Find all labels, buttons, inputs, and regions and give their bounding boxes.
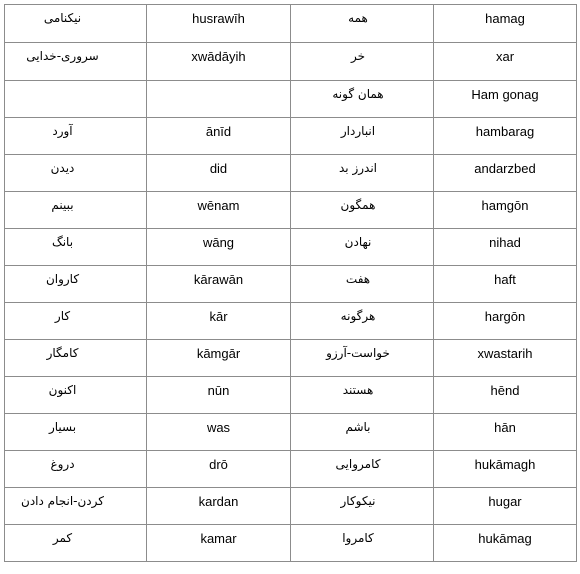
persian-meaning-cell: خر [291,43,434,81]
table-row [5,303,577,340]
transliteration-cell [147,81,291,118]
table-row [5,414,577,451]
transliteration-cell: hugar [434,488,577,525]
transliteration-cell: nūn [147,377,291,414]
persian-meaning-cell: نهادن [291,229,434,266]
persian-meaning-cell: کاروان [5,266,147,303]
persian-meaning-cell: همه [291,5,434,43]
persian-meaning-cell: آورد [5,118,147,155]
persian-meaning-cell: انباردار [291,118,434,155]
persian-meaning-cell: باشم [291,414,434,451]
persian-meaning-cell [5,81,147,118]
persian-meaning-cell: کمر [5,525,147,562]
table-row [5,118,577,155]
transliteration-cell: hamgōn [434,192,577,229]
transliteration-cell: hukāmagh [434,451,577,488]
persian-meaning-cell: خواست-آرزو [291,340,434,377]
persian-meaning-cell: هستند [291,377,434,414]
transliteration-cell: Ham gonag [434,81,577,118]
persian-meaning-cell: همان گونه [291,81,434,118]
transliteration-cell: hukāmag [434,525,577,562]
table-row [5,43,577,81]
transliteration-cell: drō [147,451,291,488]
transliteration-cell: hamag [434,5,577,43]
transliteration-cell: hān [434,414,577,451]
table-row [5,5,577,43]
persian-meaning-cell: کار [5,303,147,340]
persian-meaning-cell: هفت [291,266,434,303]
table-row [5,155,577,192]
persian-meaning-cell: بسیار [5,414,147,451]
transliteration-cell: kārawān [147,266,291,303]
transliteration-cell: andarzbed [434,155,577,192]
table-row [5,488,577,525]
transliteration-cell: husrawīh [147,5,291,43]
transliteration-cell: kāmgār [147,340,291,377]
persian-meaning-cell: دروغ [5,451,147,488]
persian-meaning-cell: هرگونه [291,303,434,340]
persian-meaning-cell: کامروا [291,525,434,562]
persian-meaning-cell: اندرز بد [291,155,434,192]
transliteration-cell: did [147,155,291,192]
table-row [5,525,577,562]
transliteration-cell: nihad [434,229,577,266]
persian-meaning-cell: همگون [291,192,434,229]
persian-meaning-cell: سروری-خدایی [5,43,147,81]
table-row [5,340,577,377]
transliteration-cell: hambarag [434,118,577,155]
table-row [5,81,577,118]
transliteration-cell: kamar [147,525,291,562]
transliteration-cell: kār [147,303,291,340]
transliteration-cell: ānīd [147,118,291,155]
persian-meaning-cell: کامگار [5,340,147,377]
glossary-table [4,4,577,562]
transliteration-cell: xar [434,43,577,81]
transliteration-cell: wēnam [147,192,291,229]
persian-meaning-cell: دیدن [5,155,147,192]
persian-meaning-cell: اکنون [5,377,147,414]
table-row [5,229,577,266]
table-row [5,451,577,488]
persian-meaning-cell: کردن-انجام دادن [5,488,147,525]
transliteration-cell: was [147,414,291,451]
table-row [5,192,577,229]
table-row [5,377,577,414]
transliteration-cell: kardan [147,488,291,525]
transliteration-cell: wāng [147,229,291,266]
persian-meaning-cell: نیکنامی [5,5,147,43]
transliteration-cell: xwādāyih [147,43,291,81]
persian-meaning-cell: نیکوکار [291,488,434,525]
glossary-table-body [5,5,577,562]
transliteration-cell: xwastarih [434,340,577,377]
persian-meaning-cell: کامروایی [291,451,434,488]
table-row [5,266,577,303]
transliteration-cell: haft [434,266,577,303]
transliteration-cell: hargōn [434,303,577,340]
persian-meaning-cell: ببینم [5,192,147,229]
transliteration-cell: hēnd [434,377,577,414]
persian-meaning-cell: بانگ [5,229,147,266]
